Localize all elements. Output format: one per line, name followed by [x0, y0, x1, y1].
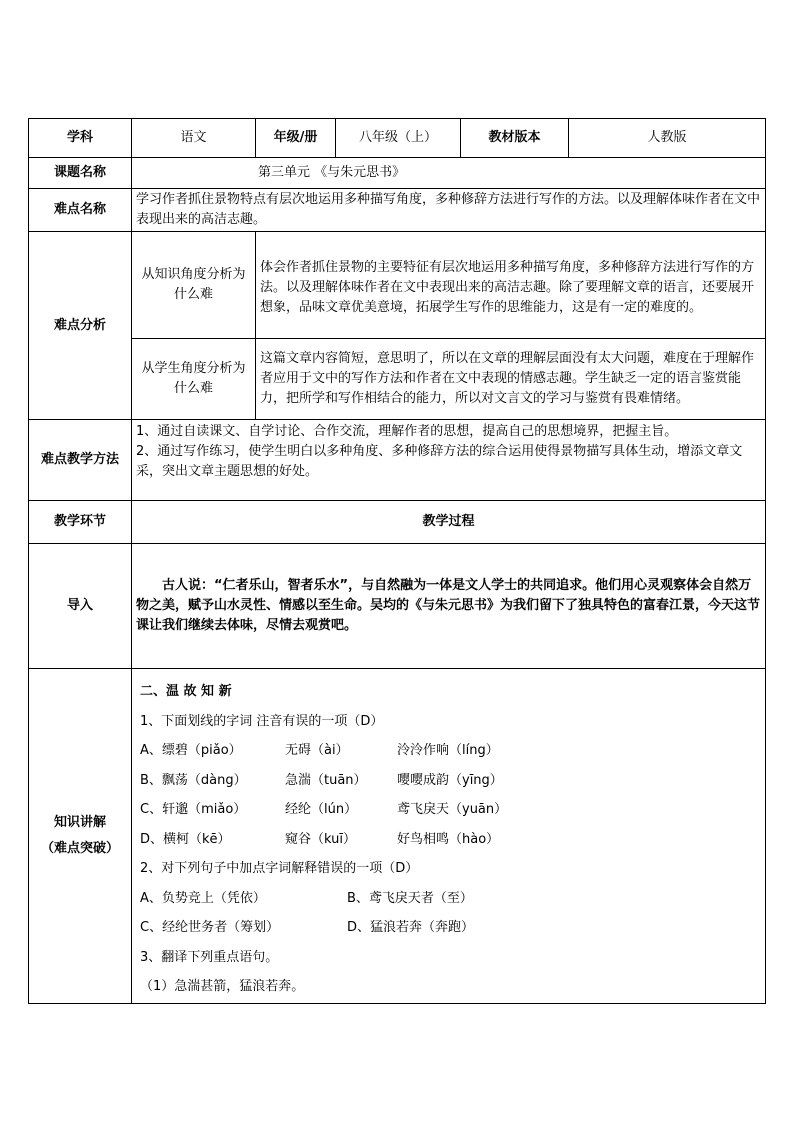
method-item-1: 1、通过自读课文、自学讨论、合作交流，理解作者的思想，提高自己的思想境界，把握主旨。: [136, 424, 678, 439]
process-label: 教学过程: [132, 501, 766, 544]
q1-b-2: 急湍（tuān）: [285, 772, 367, 788]
intro-row: [29, 544, 766, 669]
knowledge-label-sub: （难点突破）: [40, 841, 119, 856]
edition-value: 人教版: [569, 119, 766, 158]
analysis-student-label: 从学生角度分析为什么难: [132, 339, 256, 420]
q1-option-c: [140, 795, 757, 825]
q1-option-d: [140, 825, 757, 855]
q1-b-3: 嘤嘤成韵（yīng）: [397, 772, 503, 788]
step-label: 教学环节: [29, 501, 132, 544]
question-1: 1、下面划线的字词 注音有误的一项（D）: [140, 713, 384, 729]
intro-text: 古人说：“仁者乐山，智者乐水”，与自然融为一体是文人学士的共同追求。他们用心灵观察体会自然万物之美，赋予山水灵性、情感以至生命。吴均的《与朱元思书》为我们留下了独具特色的富春江景，今天这节课让我们继续去体味，尽情去观赏吧。: [132, 544, 766, 669]
title-label: 课题名称: [29, 158, 132, 189]
title-value: 第三单元 《与朱元思书》: [132, 158, 766, 189]
analysis-knowledge-label: 从知识角度分析为什么难: [132, 232, 256, 339]
q1-d-2: 窥谷（kuī）: [285, 831, 356, 847]
q1-option-a: [140, 736, 757, 766]
q2-a: A、负势竞上（凭依）: [140, 890, 266, 906]
q1-d-1: D、横柯（kē）: [140, 831, 231, 847]
difficulty-label: 难点名称: [29, 189, 132, 232]
q1-c-3: 鸢飞戾天（yuān）: [397, 802, 508, 817]
q1-a-2: 无碍（ài）: [285, 743, 349, 758]
grade-label: 年级/册: [256, 119, 336, 158]
q2-c: C、经纶世务者（筹划）: [140, 920, 280, 935]
subject-value: 语文: [132, 119, 256, 158]
subject-label: 学科: [29, 119, 132, 158]
knowledge-label-main: 知识讲解: [53, 815, 106, 830]
q2-d: D、猛浪若奔（奔跑）: [347, 920, 475, 935]
intro-label: 导入: [29, 544, 132, 669]
q1-b-1: B、飘荡（dàng）: [140, 772, 247, 788]
q1-a-3: 泠泠作响（líng）: [397, 743, 499, 758]
knowledge-section-title: 二、温 故 知 新: [140, 684, 232, 699]
analysis-knowledge-text: 体会作者抓住景物的主要特征有层次地运用多种描写角度，多种修辞方法进行写作的方法。以及理解体味作者在文中表现出来的高洁志趣。除了要理解文章的语言，还要展开想象，品味文章优美意境，拓展学生写作的思维能力，这是有一定的难度的。: [256, 232, 766, 339]
q1-c-2: 经纶（lún）: [285, 802, 358, 817]
analysis-row-knowledge: [29, 232, 766, 339]
analysis-student-text: 这篇文章内容简短，意思明了，所以在文章的理解层面没有太大问题，难度在于理解作者应用于文中的写作方法和作者在文中表现的情感志趣。学生缺乏一定的语言鉴赏能力，把所学和写作相结合的能力，所以对文言文的学习与鉴赏有畏难情绪。: [256, 339, 766, 420]
method-label: 难点教学方法: [29, 420, 132, 501]
lesson-plan-table: [28, 118, 766, 1004]
method-item-2: 2、通过写作练习，使学生明白以多种角度、多种修辞方法的综合运用使得景物描写具体生动，增添文章文采，突出文章主题思想的好处。: [136, 444, 743, 479]
analysis-row-student: [29, 339, 766, 420]
edition-label: 教材版本: [461, 119, 569, 158]
knowledge-label: [29, 669, 132, 1004]
q2-b: B、鸢飞戾天者（至）: [347, 890, 473, 906]
method-cell: [132, 420, 766, 501]
title-row: [29, 158, 766, 189]
step-header-row: [29, 501, 766, 544]
knowledge-content: [132, 669, 766, 1004]
grade-value: 八年级（上）: [336, 119, 461, 158]
question-3: 3、翻译下列重点语句。: [140, 949, 279, 965]
q1-c-1: C、轩邈（miǎo）: [140, 802, 247, 817]
question-2: 2、对下列句子中加点字词解释错误的一项（D）: [140, 861, 419, 876]
q1-a-1: A、缥碧（piǎo）: [140, 743, 242, 758]
header-row: [29, 119, 766, 158]
knowledge-row: [29, 669, 766, 1004]
q2-option-row-1: [140, 884, 757, 914]
q1-option-b: [140, 766, 757, 796]
question-3-item-1: （1）急湍甚箭，猛浪若奔。: [140, 979, 305, 994]
analysis-label: 难点分析: [29, 232, 132, 420]
q1-d-3: 好鸟相鸣（hào）: [397, 831, 500, 847]
difficulty-row: [29, 189, 766, 232]
q2-option-row-2: [140, 913, 757, 943]
difficulty-value: 学习作者抓住景物特点有层次地运用多种描写角度，多种修辞方法进行写作的方法。以及理解体味作者在文中表现出来的高洁志趣。: [132, 189, 766, 232]
method-row: [29, 420, 766, 501]
